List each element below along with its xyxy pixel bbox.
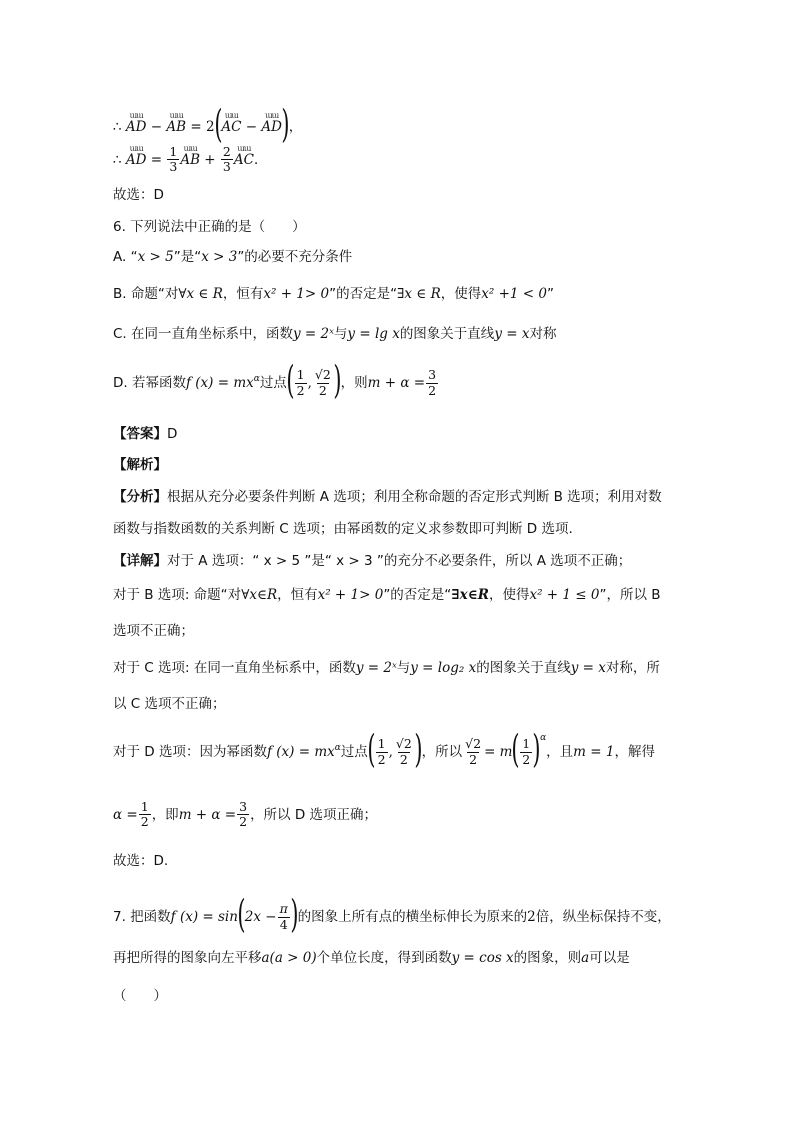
sum-fraction xyxy=(237,800,249,830)
detail-c-text4: 对称，所 xyxy=(605,660,660,676)
fraction-one-third: $\frac{1}{3}$ xyxy=(169,144,178,175)
option-b-text3: ”的否定是“ xyxy=(329,286,398,302)
detail-d2-text2: ，所以 D 选项正确； xyxy=(250,806,378,823)
answer-label: 【答案】 xyxy=(113,426,167,442)
option-c-math2: y = lg x xyxy=(347,326,400,342)
answer-line xyxy=(113,428,177,442)
detail-half-den: 2 xyxy=(522,751,531,767)
detail-half-num: 1 xyxy=(522,736,531,752)
result-num: 3 xyxy=(428,367,437,383)
point-x-fraction xyxy=(295,368,307,398)
q7-text1: 7. 把函数 xyxy=(113,909,171,925)
option-b-math2: x² + 1> 0 xyxy=(263,286,330,302)
detail-d-text3: ，所以 xyxy=(421,744,463,760)
q7-a: a xyxy=(581,950,590,966)
detail-c-text2: 与 xyxy=(396,660,411,676)
detail-d-text2: 过点 xyxy=(340,744,368,760)
detail-b-math2: x² + 1> 0 xyxy=(317,587,384,603)
question7-line-1: 7. 把函数f (x) = sin(2x − $\frac{\pi}{4}$ )的图象上所有点的横坐标伸长为原来的2倍，纵坐标保持不变， xyxy=(113,892,671,936)
question6-option-d: D. 若幂函数f $(x) = mx^\alpha$过点( $\frac{1}{2}$ , $\frac{√2}{2}$ )，则m + α = $\frac{3}{2}$ xyxy=(113,358,437,402)
detail-b-math1: ∀x∈R xyxy=(241,587,278,603)
option-d-math3: m + α = xyxy=(367,375,426,391)
detail-c-text1: 对于 C 选项: 在同一直角坐标系中，函数 xyxy=(113,660,356,676)
option-c-text1: 在同一直角坐标系中，函数 xyxy=(131,326,294,342)
pi-num: π xyxy=(279,901,288,917)
point-x-num: 1 xyxy=(296,367,305,383)
detail-line-d1: 对于 D 选项：因为幂函数f $(x) = mx^\alpha$过点( $\frac{1}{2}$ , $\frac{√2}{2}$ )，所以 $\frac{√2}{2}$ = m( $\frac{1}{2}$ )$^\alpha$，且m = 1，解得 xyxy=(113,727,655,771)
point-y-num: √2 xyxy=(314,367,331,383)
option-c-math1: y = 2ˣ xyxy=(293,326,334,342)
alpha-fraction xyxy=(139,800,151,830)
detail-point-x-den: 2 xyxy=(377,751,386,767)
q7-inner: 2x − xyxy=(244,909,277,925)
detail-line-b2: 选项不正确； xyxy=(113,623,194,639)
detail-b-text2: ，恒有 xyxy=(277,587,318,603)
q7-text7: 可以是 xyxy=(589,950,630,966)
therefore-symbol-2: ∴ xyxy=(113,151,122,168)
detail-d2-text1: ，即 xyxy=(151,806,179,823)
detail-d-exponent: α xyxy=(334,743,341,753)
fenxi-text-1: 根据从充分必要条件判断 A 选项；利用全称命题的否定形式判断 B 选项；利用对数 xyxy=(167,489,662,505)
option-d-text1: 若幂函数 xyxy=(131,375,186,391)
option-d-text3: ，则 xyxy=(340,375,368,391)
q7-text2: 的图象上所有点的横坐标伸长为原来的 xyxy=(297,909,528,925)
detail-c-math2: y = log₂ x xyxy=(410,660,477,676)
vector-ac: ɯɯ AC xyxy=(221,121,241,135)
pi-den: 4 xyxy=(279,916,288,932)
option-b-math4: x² +1 < 0 xyxy=(481,286,547,302)
detail-b-math4: x² + 1 ≤ 0 xyxy=(529,587,600,603)
q7-cos: y = cos x xyxy=(451,950,514,966)
detail-d-exponent-2: α xyxy=(540,733,547,743)
question6-option-c xyxy=(113,328,556,342)
detail-b-text4: ，使得 xyxy=(488,587,530,603)
detail-d-text1: 对于 D 选项：因为幂函数 xyxy=(113,744,267,760)
option-c-text3: 的图象关于直线 xyxy=(399,326,495,342)
option-a-quote: “ xyxy=(130,249,138,265)
derivation-conclusion: 故选：D xyxy=(113,187,164,203)
detail-d-text5: ，解得 xyxy=(614,744,655,760)
detail-point-y-num: √2 xyxy=(395,736,412,752)
detail-line-a xyxy=(113,555,631,569)
therefore-symbol: ∴ xyxy=(113,119,122,135)
fenxi-line-1 xyxy=(113,491,662,505)
option-a-cond2: x > 3 xyxy=(201,249,238,265)
vector-ac-2: ɯɯ AC xyxy=(234,154,254,168)
result-fraction xyxy=(426,368,438,398)
question7-line-3: （ ） xyxy=(113,988,167,1004)
detail-sqrt-fraction xyxy=(463,737,483,767)
vector-ad-2: ɯɯ AD xyxy=(261,121,282,135)
derivation-line-1: ∴ ɯɯ AD − ɯɯ AB = 2(ɯɯ AC − ɯɯ AD)， xyxy=(113,108,302,146)
option-a-cond1: x > 5 xyxy=(137,249,174,265)
detail-b-text3: ”的否定是“ xyxy=(383,587,452,603)
fenxi-label: 【分析】 xyxy=(113,489,167,505)
question6-option-a xyxy=(113,251,352,265)
detail-point-x-num: 1 xyxy=(377,736,386,752)
pi-over-four xyxy=(278,902,290,932)
point-y-den: 2 xyxy=(318,382,327,398)
option-a-end: ”的必要不充分条件 xyxy=(237,249,353,265)
detail-conclusion: 故选：D. xyxy=(113,853,169,869)
derivation-line-2: ∴ ɯɯ AD = $\frac{1}{3}$ ɯɯ AB + $\frac{2}{3}$ ɯɯ AC． xyxy=(113,145,267,175)
point-y-fraction xyxy=(313,368,333,398)
vector-ab-2: ɯɯ AB xyxy=(180,154,200,168)
detail-d-text4: ，且 xyxy=(546,744,574,760)
option-c-text2: 与 xyxy=(333,326,348,342)
vector-ab: ɯɯ AB xyxy=(166,121,186,135)
line1-tail: ， xyxy=(288,119,303,135)
detail-d-math4: m = 1 xyxy=(573,744,615,760)
detail-c-text3: 的图象关于直线 xyxy=(476,660,571,676)
option-b-text1: 命题“对 xyxy=(130,286,179,302)
option-b-text5: ” xyxy=(546,286,554,302)
q7-text5: 个单位长度，得到函数 xyxy=(316,950,452,966)
option-d-exponent: α xyxy=(253,374,260,384)
option-c-text4: 对称 xyxy=(529,326,557,342)
vector-ad-3: ɯɯ AD xyxy=(126,154,147,168)
option-b-math1: ∀x ∈ R xyxy=(178,286,223,302)
detail-d2-math2: m + α = xyxy=(178,806,237,823)
option-a-mid: ”是“ xyxy=(173,249,202,265)
q7-two: 2 xyxy=(527,909,536,925)
q7-func: f (x) = sin xyxy=(170,909,238,925)
option-b-math3: ∃x ∈ R xyxy=(397,286,441,302)
detail-half-fraction xyxy=(520,737,532,767)
detail-c-math3: y = x xyxy=(570,660,606,676)
alpha-num: 1 xyxy=(140,799,149,814)
q7-text3: 倍，纵坐标保持不变， xyxy=(535,909,671,925)
detail-point-y-den: 2 xyxy=(399,751,408,767)
sum-den: 2 xyxy=(239,814,248,830)
detail-sqrt-num: √2 xyxy=(465,736,482,752)
line2-tail: ． xyxy=(253,151,268,168)
option-b-text2: ，恒有 xyxy=(222,286,264,302)
detail-b-math3: ∃x∈R xyxy=(451,587,489,603)
analysis-header: 【解析】 xyxy=(113,457,167,473)
option-d-label: D. xyxy=(113,375,128,391)
detail-point-y xyxy=(394,737,414,767)
option-d-text2: 过点 xyxy=(259,375,287,391)
detail-a-text: 对于 A 选项：“ x > 5 ”是“ x > 3 ”的充分不必要条件，所以 A 选项不正确； xyxy=(167,553,632,569)
point-x-den: 2 xyxy=(296,382,305,398)
detail-c-math1: y = 2ˣ xyxy=(355,660,397,676)
option-b-label: B. xyxy=(113,286,127,302)
option-b-text4: ，使得 xyxy=(440,286,482,302)
vector-ad: ɯɯ AD xyxy=(126,121,147,135)
question7-line-2 xyxy=(113,952,630,966)
fraction-two-thirds: $\frac{2}{3}$ xyxy=(222,144,231,175)
detail-label: 【详解】 xyxy=(113,553,167,569)
q7-text6: 的图象，则 xyxy=(513,950,582,966)
detail-sqrt-den: 2 xyxy=(469,751,478,767)
sum-num: 3 xyxy=(239,799,248,814)
detail-line-d2 xyxy=(113,800,377,830)
option-a-label: A. xyxy=(113,249,127,265)
alpha-den: 2 xyxy=(140,814,149,830)
detail-d-math1: f (x) = mx xyxy=(266,744,335,760)
result-den: 2 xyxy=(428,382,437,398)
detail-point-x xyxy=(376,737,388,767)
option-d-math1: f (x) = mx xyxy=(185,375,254,391)
q7-a-cond: a(a > 0) xyxy=(261,950,317,966)
answer-value: D xyxy=(167,426,178,442)
detail-line-c2: 以 C 选项不正确； xyxy=(113,696,226,712)
question6-option-b xyxy=(113,288,554,302)
option-c-math3: y = x xyxy=(494,326,530,342)
detail-line-b1 xyxy=(113,589,661,603)
fenxi-line-2: 函数与指数函数的关系判断 C 选项；由幂函数的定义求参数即可判断 D 选项. xyxy=(113,521,573,537)
detail-b-text1: 对于 B 选项: 命题“对 xyxy=(113,587,242,603)
detail-d-eq: = m xyxy=(484,744,513,760)
question6-stem: 6. 下列说法中正确的是（ ） xyxy=(113,219,306,235)
detail-alpha-eq: α = xyxy=(113,806,138,823)
q7-text4: 再把所得的图象向左平移 xyxy=(113,950,262,966)
detail-line-c1 xyxy=(113,662,660,676)
detail-b-text5: ”，所以 B xyxy=(599,587,661,603)
option-c-label: C. xyxy=(113,326,127,342)
